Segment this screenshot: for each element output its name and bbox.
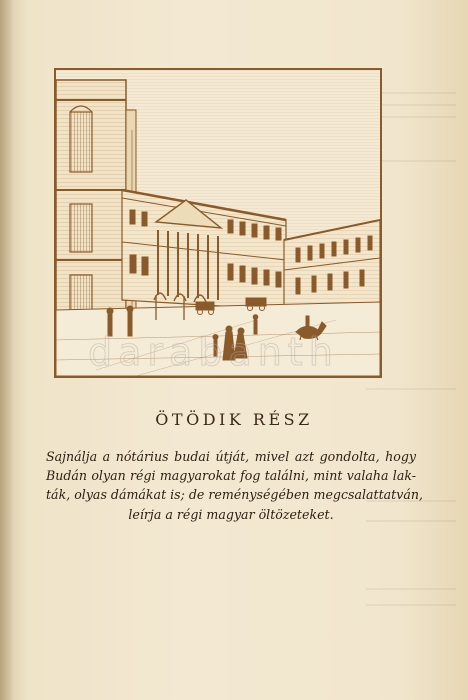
show-through-line [366, 604, 456, 606]
page-gutter-shadow [0, 0, 14, 700]
summary-line: leírja a régi magyar öltözeteket. [128, 506, 334, 522]
summary-line: ták, olyas dámákat is; de reménységében megcsalattatván, [46, 487, 423, 503]
watermark-text: darabanth [88, 330, 339, 374]
summary-line: Sajnálja a nótárius budai útját, mivel azt gondolta, hogy [46, 449, 416, 464]
summary-line: Budán olyan régi magyarokat fog találni, mint valaha lak- [46, 468, 416, 484]
chapter-summary [46, 447, 423, 524]
show-through-line [366, 588, 456, 590]
chapter-title: ÖTÖDIK RÉSZ [155, 410, 313, 429]
show-through-line [366, 388, 456, 390]
